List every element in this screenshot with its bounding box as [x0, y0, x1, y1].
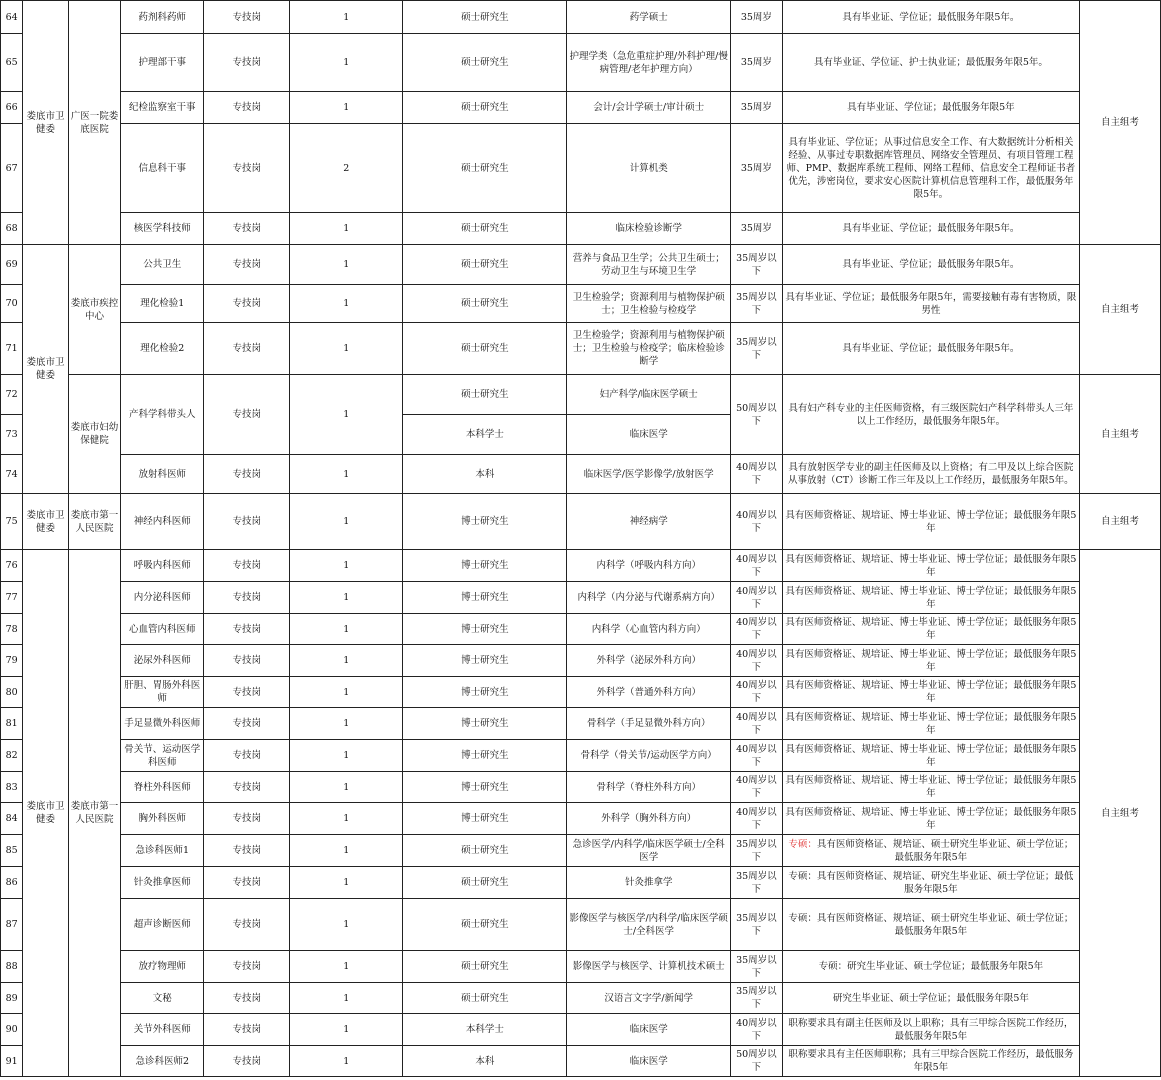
- exam-method: 自主组考: [1080, 550, 1161, 1077]
- age-limit: 50周岁以下: [731, 1046, 783, 1077]
- post-count: 1: [290, 867, 403, 899]
- education: 博士研究生: [403, 550, 567, 582]
- requirements: 具有妇产科专业的主任医师资格，有三级医院妇产科学科带头人三年以上工作经历，最低服务年限5年。: [782, 375, 1079, 455]
- requirements: 具有医师资格证、规培证、博士毕业证、博士学位证；最低服务年限5年: [782, 708, 1079, 740]
- dept-cell: 娄底市卫健委: [23, 245, 69, 494]
- age-limit: 40周岁以下: [731, 614, 783, 645]
- req-prefix: 专硕：: [788, 838, 817, 850]
- requirements: 具有医师资格证、规培证、博士毕业证、博士学位证；最低服务年限5年: [782, 550, 1079, 582]
- post-name: 针灸推拿医师: [121, 867, 204, 899]
- post-name: 放疗物理师: [121, 951, 204, 983]
- post-type: 专技岗: [204, 550, 290, 582]
- row-number: 83: [1, 772, 23, 803]
- education: 硕士研究生: [403, 92, 567, 124]
- post-name: 理化检验1: [121, 285, 204, 323]
- table-row: [1, 124, 1161, 213]
- exam-method: 自主组考: [1080, 494, 1161, 550]
- post-name: 核医学科技师: [121, 213, 204, 245]
- table-row: [1, 899, 1161, 951]
- post-count: 1: [290, 285, 403, 323]
- unit-cell: 娄底市妇幼保健院: [68, 375, 121, 494]
- age-limit: 35周岁: [731, 34, 783, 92]
- age-limit: 40周岁以下: [731, 772, 783, 803]
- age-limit: 40周岁以下: [731, 494, 783, 550]
- post-count: 1: [290, 772, 403, 803]
- row-number: 75: [1, 494, 23, 550]
- requirements: 具有毕业证、学位证；最低服务年限5年。: [782, 245, 1079, 285]
- age-limit: 35周岁以下: [731, 951, 783, 983]
- post-type: 专技岗: [204, 899, 290, 951]
- row-number: 66: [1, 92, 23, 124]
- table-row: [1, 645, 1161, 677]
- post-name: 内分泌科医师: [121, 582, 204, 614]
- requirements: 具有毕业证、学位证；最低服务年限5年。: [782, 1, 1079, 34]
- table-row: [1, 803, 1161, 835]
- age-limit: 40周岁以下: [731, 582, 783, 614]
- education: 博士研究生: [403, 582, 567, 614]
- post-count: 1: [290, 614, 403, 645]
- major: 针灸推拿学: [567, 867, 731, 899]
- post-count: 1: [290, 708, 403, 740]
- table-row: [1, 1046, 1161, 1077]
- post-name: 急诊科医师1: [121, 835, 204, 867]
- post-count: 1: [290, 550, 403, 582]
- requirements: 具有医师资格证、规培证、博士毕业证、博士学位证；最低服务年限5年: [782, 494, 1079, 550]
- education: 博士研究生: [403, 494, 567, 550]
- education: 硕士研究生: [403, 867, 567, 899]
- unit-cell: 娄底市第一人民医院: [68, 494, 121, 550]
- major: 营养与食品卫生学；公共卫生硕士；劳动卫生与环境卫生学: [567, 245, 731, 285]
- row-number: 78: [1, 614, 23, 645]
- post-type: 专技岗: [204, 677, 290, 708]
- education: 硕士研究生: [403, 34, 567, 92]
- table-row: [1, 983, 1161, 1014]
- major: 影像医学与核医学、计算机技术硕士: [567, 951, 731, 983]
- post-type: 专技岗: [204, 285, 290, 323]
- unit-cell: 娄底市第一人民医院: [68, 550, 121, 1077]
- age-limit: 40周岁以下: [731, 677, 783, 708]
- post-name: 信息科干事: [121, 124, 204, 213]
- post-type: 专技岗: [204, 455, 290, 494]
- education: 硕士研究生: [403, 323, 567, 375]
- requirements: 专硕：研究生毕业证、硕士学位证；最低服务年限5年: [782, 951, 1079, 983]
- post-type: 专技岗: [204, 1014, 290, 1046]
- age-limit: 35周岁以下: [731, 245, 783, 285]
- post-count: 1: [290, 951, 403, 983]
- dept-cell: 娄底市卫健委: [23, 494, 69, 550]
- post-count: 2: [290, 124, 403, 213]
- education: 博士研究生: [403, 740, 567, 772]
- age-limit: 35周岁以下: [731, 983, 783, 1014]
- post-count: 1: [290, 1, 403, 34]
- major: 临床医学: [567, 1046, 731, 1077]
- major: 外科学（胸外科方向）: [567, 803, 731, 835]
- exam-method: 自主组考: [1080, 375, 1161, 494]
- post-type: 专技岗: [204, 803, 290, 835]
- major: 临床医学/医学影像学/放射医学: [567, 455, 731, 494]
- post-type: 专技岗: [204, 867, 290, 899]
- row-number: 69: [1, 245, 23, 285]
- major: 汉语言文字学/新闻学: [567, 983, 731, 1014]
- major: 卫生检验学；资源利用与植物保护硕士；卫生检验与检疫学: [567, 285, 731, 323]
- post-type: 专技岗: [204, 213, 290, 245]
- table-row: [1, 677, 1161, 708]
- post-name: 心血管内科医师: [121, 614, 204, 645]
- major: 会计/会计学硕士/审计硕士: [567, 92, 731, 124]
- requirements: 具有医师资格证、规培证、博士毕业证、博士学位证；最低服务年限5年: [782, 582, 1079, 614]
- row-number: 77: [1, 582, 23, 614]
- table-row: [1, 708, 1161, 740]
- major: 骨科学（脊柱外科方向）: [567, 772, 731, 803]
- post-type: 专技岗: [204, 92, 290, 124]
- education: 本科学士: [403, 415, 567, 455]
- exam-method: 自主组考: [1080, 1, 1161, 245]
- dept-cell: 娄底市卫健委: [23, 550, 69, 1077]
- education: 博士研究生: [403, 708, 567, 740]
- age-limit: 40周岁以下: [731, 550, 783, 582]
- post-name: 关节外科医师: [121, 1014, 204, 1046]
- row-number: 71: [1, 323, 23, 375]
- row-number: 91: [1, 1046, 23, 1077]
- post-count: 1: [290, 1046, 403, 1077]
- age-limit: 40周岁以下: [731, 803, 783, 835]
- row-number: 73: [1, 415, 23, 455]
- row-number: 67: [1, 124, 23, 213]
- age-limit: 35周岁: [731, 92, 783, 124]
- requirements: 具有医师资格证、规培证、博士毕业证、博士学位证；最低服务年限5年: [782, 740, 1079, 772]
- major: 内科学（呼吸内科方向）: [567, 550, 731, 582]
- row-number: 82: [1, 740, 23, 772]
- education: 博士研究生: [403, 677, 567, 708]
- post-count: 1: [290, 375, 403, 455]
- post-type: 专技岗: [204, 614, 290, 645]
- requirements: 职称要求具有主任医师职称；具有三甲综合医院工作经历，最低服务年限5年: [782, 1046, 1079, 1077]
- post-type: 专技岗: [204, 708, 290, 740]
- row-number: 70: [1, 285, 23, 323]
- post-type: 专技岗: [204, 494, 290, 550]
- post-count: 1: [290, 645, 403, 677]
- post-count: 1: [290, 323, 403, 375]
- post-name: 泌尿外科医师: [121, 645, 204, 677]
- table-row: [1, 92, 1161, 124]
- requirements: 具有毕业证、学位证；最低服务年限5年。: [782, 323, 1079, 375]
- post-name: 胸外科医师: [121, 803, 204, 835]
- row-number: 85: [1, 835, 23, 867]
- post-type: 专技岗: [204, 34, 290, 92]
- post-type: 专技岗: [204, 323, 290, 375]
- age-limit: 35周岁以下: [731, 285, 783, 323]
- age-limit: 35周岁: [731, 213, 783, 245]
- post-count: 1: [290, 34, 403, 92]
- post-count: 1: [290, 677, 403, 708]
- row-number: 65: [1, 34, 23, 92]
- major: 急诊医学/内科学/临床医学硕士/全科医学: [567, 835, 731, 867]
- row-number: 89: [1, 983, 23, 1014]
- row-number: 64: [1, 1, 23, 34]
- post-name: 骨关节、运动医学科医师: [121, 740, 204, 772]
- post-name: 放射科医师: [121, 455, 204, 494]
- row-number: 79: [1, 645, 23, 677]
- row-number: 90: [1, 1014, 23, 1046]
- post-count: 1: [290, 899, 403, 951]
- post-type: 专技岗: [204, 740, 290, 772]
- post-count: 1: [290, 803, 403, 835]
- major: 计算机类: [567, 124, 731, 213]
- table-row: [1, 582, 1161, 614]
- age-limit: 35周岁以下: [731, 323, 783, 375]
- requirements: 专硕：具有医师资格证、规培证、硕士研究生毕业证、硕士学位证；最低服务年限5年: [782, 899, 1079, 951]
- unit-cell: 广医一院娄底医院: [68, 1, 121, 245]
- education: 博士研究生: [403, 645, 567, 677]
- major: 临床医学: [567, 1014, 731, 1046]
- major: 神经病学: [567, 494, 731, 550]
- post-count: 1: [290, 213, 403, 245]
- post-name: 药剂科药师: [121, 1, 204, 34]
- major: 骨科学（手足显微外科方向）: [567, 708, 731, 740]
- education: 硕士研究生: [403, 285, 567, 323]
- table-row: [1, 34, 1161, 92]
- age-limit: 35周岁以下: [731, 899, 783, 951]
- major: 外科学（普通外科方向）: [567, 677, 731, 708]
- table-row: [1, 772, 1161, 803]
- post-name: 急诊科医师2: [121, 1046, 204, 1077]
- requirements: 研究生毕业证、硕士学位证；最低服务年限5年: [782, 983, 1079, 1014]
- major: 外科学（泌尿外科方向）: [567, 645, 731, 677]
- education: 硕士研究生: [403, 245, 567, 285]
- major: 内科学（心血管内科方向）: [567, 614, 731, 645]
- requirements: 具有医师资格证、规培证、博士毕业证、博士学位证；最低服务年限5年: [782, 803, 1079, 835]
- post-count: 1: [290, 245, 403, 285]
- req-text: 具有医师资格证、规培证、硕士研究生毕业证、硕士学位证；最低服务年限5年: [816, 838, 1074, 863]
- row-number: 72: [1, 375, 23, 415]
- post-count: 1: [290, 582, 403, 614]
- post-name: 手足显微外科医师: [121, 708, 204, 740]
- post-count: 1: [290, 1014, 403, 1046]
- post-name: 护理部干事: [121, 34, 204, 92]
- age-limit: 40周岁以下: [731, 708, 783, 740]
- post-type: 专技岗: [204, 1, 290, 34]
- post-name: 肝胆、胃肠外科医师: [121, 677, 204, 708]
- post-type: 专技岗: [204, 375, 290, 455]
- post-count: 1: [290, 983, 403, 1014]
- table-row: [1, 375, 1161, 415]
- requirements: 具有毕业证、学位证、护士执业证；最低服务年限5年。: [782, 34, 1079, 92]
- exam-method: 自主组考: [1080, 245, 1161, 375]
- post-type: 专技岗: [204, 983, 290, 1014]
- post-count: 1: [290, 92, 403, 124]
- table-row: [1, 951, 1161, 983]
- education: 本科: [403, 1046, 567, 1077]
- row-number: 86: [1, 867, 23, 899]
- requirements: 职称要求具有副主任医师及以上职称；具有三甲综合医院工作经历，最低服务年限5年: [782, 1014, 1079, 1046]
- major: 药学硕士: [567, 1, 731, 34]
- requirements: 具有毕业证、学位证；最低服务年限5年，需要接触有毒有害物质，限男性: [782, 285, 1079, 323]
- education: 博士研究生: [403, 614, 567, 645]
- post-type: 专技岗: [204, 645, 290, 677]
- table-row: [1, 740, 1161, 772]
- row-number: 81: [1, 708, 23, 740]
- age-limit: 35周岁: [731, 1, 783, 34]
- education: 硕士研究生: [403, 375, 567, 415]
- table-row: [1, 285, 1161, 323]
- major: 临床检验诊断学: [567, 213, 731, 245]
- major: 骨科学（骨关节/运动医学方向）: [567, 740, 731, 772]
- post-type: 专技岗: [204, 835, 290, 867]
- requirements: 具有医师资格证、规培证、博士毕业证、博士学位证；最低服务年限5年: [782, 645, 1079, 677]
- table-row: [1, 614, 1161, 645]
- age-limit: 35周岁以下: [731, 867, 783, 899]
- post-name: 纪检监察室干事: [121, 92, 204, 124]
- table-row: [1, 835, 1161, 867]
- row-number: 80: [1, 677, 23, 708]
- post-name: 文秘: [121, 983, 204, 1014]
- post-name: 理化检验2: [121, 323, 204, 375]
- post-name: 超声诊断医师: [121, 899, 204, 951]
- row-number: 76: [1, 550, 23, 582]
- age-limit: 35周岁以下: [731, 835, 783, 867]
- table-row: [1, 245, 1161, 285]
- post-count: 1: [290, 740, 403, 772]
- table-row: [1, 1, 1161, 34]
- post-type: 专技岗: [204, 772, 290, 803]
- table-row: [1, 213, 1161, 245]
- requirements: 具有毕业证、学位证；最低服务年限5年: [782, 92, 1079, 124]
- requirements: 具有毕业证、学位证；从事过信息安全工作、有大数据统计分析相关经验、从事过专职数据库管理员、网络安全管理员、有项目管理工程师、PMP、数据库系统工程师、网络工程师、信息安全工程师证书者优先，涉密岗位，要求安心医院计算机信息管理科工作，最低服务年限5年。: [782, 124, 1079, 213]
- post-name: 脊柱外科医师: [121, 772, 204, 803]
- education: 本科: [403, 455, 567, 494]
- education: 硕士研究生: [403, 951, 567, 983]
- table-row: [1, 867, 1161, 899]
- row-number: 74: [1, 455, 23, 494]
- education: 硕士研究生: [403, 213, 567, 245]
- major: 妇产科学/临床医学硕士: [567, 375, 731, 415]
- post-count: 1: [290, 835, 403, 867]
- education: 硕士研究生: [403, 835, 567, 867]
- age-limit: 50周岁以下: [731, 375, 783, 455]
- post-type: 专技岗: [204, 245, 290, 285]
- age-limit: 40周岁以下: [731, 740, 783, 772]
- major: 内科学（内分泌与代谢系病方向）: [567, 582, 731, 614]
- table-row: [1, 550, 1161, 582]
- requirements: [782, 835, 1079, 867]
- table-row: [1, 455, 1161, 494]
- major: 护理学类（急危重症护理/外科护理/慢病管理/老年护理方向）: [567, 34, 731, 92]
- major: 影像医学与核医学/内科学/临床医学硕士/全科医学: [567, 899, 731, 951]
- post-name: 呼吸内科医师: [121, 550, 204, 582]
- major: 卫生检验学；资源利用与植物保护硕士；卫生检验与检疫学；临床检验诊断学: [567, 323, 731, 375]
- post-type: 专技岗: [204, 951, 290, 983]
- row-number: 87: [1, 899, 23, 951]
- education: 硕士研究生: [403, 124, 567, 213]
- education: 硕士研究生: [403, 983, 567, 1014]
- age-limit: 40周岁以下: [731, 1014, 783, 1046]
- requirements: 具有毕业证、学位证；最低服务年限5年。: [782, 213, 1079, 245]
- education: 本科学士: [403, 1014, 567, 1046]
- row-number: 88: [1, 951, 23, 983]
- requirements: 具有放射医学专业的副主任医师及以上资格；有二甲及以上综合医院从事放射（CT）诊断工作三年及以上工作经历，最低服务年限5年。: [782, 455, 1079, 494]
- age-limit: 40周岁以下: [731, 455, 783, 494]
- row-number: 84: [1, 803, 23, 835]
- post-type: 专技岗: [204, 124, 290, 213]
- requirements: 专硕：具有医师资格证、规培证、研究生毕业证、硕士学位证；最低服务年限5年: [782, 867, 1079, 899]
- age-limit: 40周岁以下: [731, 645, 783, 677]
- unit-cell: 娄底市疾控中心: [68, 245, 121, 375]
- post-name: 公共卫生: [121, 245, 204, 285]
- requirements: 具有医师资格证、规培证、博士毕业证、博士学位证；最低服务年限5年: [782, 614, 1079, 645]
- table-row: [1, 323, 1161, 375]
- post-type: 专技岗: [204, 1046, 290, 1077]
- education: 硕士研究生: [403, 899, 567, 951]
- education: 博士研究生: [403, 772, 567, 803]
- education: 硕士研究生: [403, 1, 567, 34]
- post-name: 神经内科医师: [121, 494, 204, 550]
- post-name: 产科学科带头人: [121, 375, 204, 455]
- dept-cell: 娄底市卫健委: [23, 1, 69, 245]
- table-row: [1, 494, 1161, 550]
- table-row: [1, 1014, 1161, 1046]
- post-type: 专技岗: [204, 582, 290, 614]
- post-count: 1: [290, 494, 403, 550]
- requirements: 具有医师资格证、规培证、博士毕业证、博士学位证；最低服务年限5年: [782, 772, 1079, 803]
- post-count: 1: [290, 455, 403, 494]
- requirements: 具有医师资格证、规培证、博士毕业证、博士学位证；最低服务年限5年: [782, 677, 1079, 708]
- row-number: 68: [1, 213, 23, 245]
- education: 博士研究生: [403, 803, 567, 835]
- age-limit: 35周岁: [731, 124, 783, 213]
- major: 临床医学: [567, 415, 731, 455]
